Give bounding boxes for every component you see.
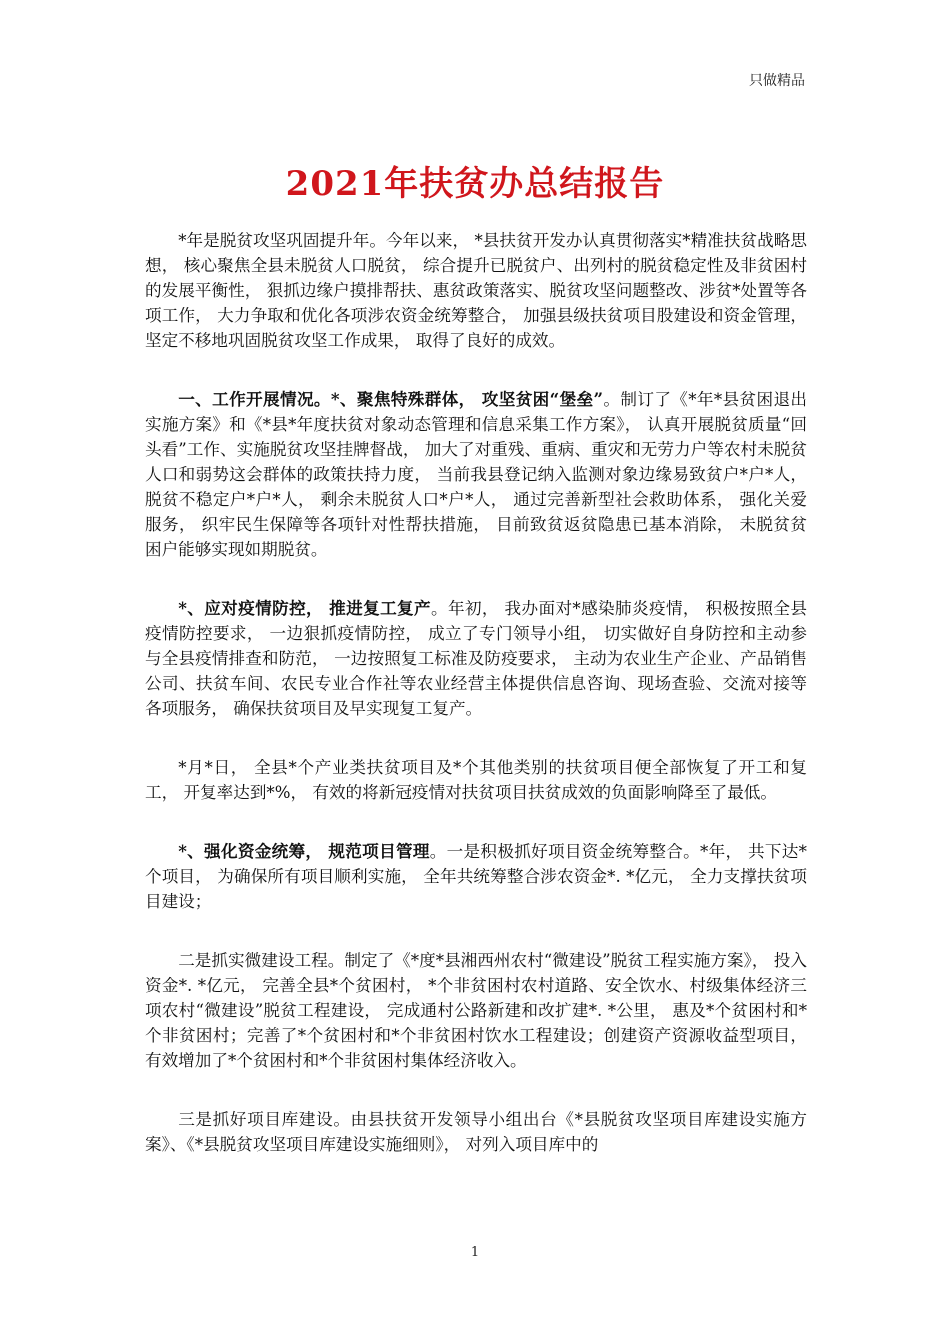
document-body	[145, 228, 807, 1191]
header-note: 只做精品	[749, 73, 805, 89]
section-heading: 一、工作开展情况。*、聚焦特殊群体， 攻坚贫困“堡垒”	[178, 389, 604, 409]
paragraph-text: 。制订了《*年*县贫困退出实施方案》和《*县*年度扶贫对象动态管理和信息采集工作方案》， 认真开展脱贫质量“回头看”工作、实施脱贫攻坚挂牌督战， 加大了对重残、重病、重灾和无劳力户等农村未脱贫人口和弱势这会群体的政策扶持力度， 当前我县登记纳入监测对象边缘易致贫户*户*人， 脱贫不稳定户*户*人， 剩余未脱贫人口*户*人， 通过完善新型社会救助体系， 强化关爱服务， 织牢民生保障等各项针对性帮扶措施， 目前致贫返贫隐患已基本消除， 未脱贫贫困户能够实现如期脱贫。	[145, 390, 807, 559]
paragraph-text: 。年初， 我办面对*感染肺炎疫情， 积极按照全县疫情防控要求， 一边狠抓疫情防控， 成立了专门领导小组， 切实做好自身防控和主动参与全县疫情排查和防范， 一边按照复工标准及防疫要求， 主动为农业生产企业、产品销售公司、扶贫车间、农民专业合作社等农业经营主体提供信息咨询、现场查验、交流对接等各项服务， 确保扶贫项目及早实现复工复产。	[145, 599, 807, 718]
paragraph-section-2	[145, 596, 807, 721]
paragraph-project-library	[145, 1107, 807, 1157]
paragraph-intro	[145, 228, 807, 353]
paragraph-section-1	[145, 387, 807, 562]
paragraph-text: *月*日， 全县*个产业类扶贫项目及*个其他类别的扶贫项目便全部恢复了开工和复工， 开复率达到*%， 有效的将新冠疫情对扶贫项目扶贫成效的负面影响降至了最低。	[145, 758, 807, 802]
document-title: 2021年扶贫办总结报告	[285, 164, 665, 204]
paragraph-micro-construction	[145, 948, 807, 1073]
paragraph-text: *年是脱贫攻坚巩固提升年。今年以来， *县扶贫开发办认真贯彻落实*精准扶贫战略思想， 核心聚焦全县未脱贫人口脱贫， 综合提升已脱贫户、出列村的脱贫稳定性及非贫困村的发展平衡性， 狠抓边缘户摸排帮扶、惠贫政策落实、脱贫攻坚问题整改、涉贫*处置等各项工作， 大力争取和优化各项涉农资金统筹整合， 加强县级扶贫项目股建设和资金管理， 坚定不移地巩固脱贫攻坚工作成果， 取得了良好的成效。	[145, 231, 807, 350]
paragraph-text: 三是抓好项目库建设。由县扶贫开发领导小组出台《*县脱贫攻坚项目库建设实施方案》、《*县脱贫攻坚项目库建设实施细则》， 对列入项目库中的	[145, 1110, 807, 1154]
paragraph-section-3	[145, 839, 807, 914]
section-heading: *、强化资金统筹， 规范项目管理	[178, 841, 430, 861]
page-number: 1	[470, 1245, 480, 1260]
section-heading: *、应对疫情防控， 推进复工复产	[178, 598, 431, 618]
paragraph-text: 二是抓实微建设工程。制定了《*度*县湘西州农村“微建设”脱贫工程实施方案》， 投入资金*. *亿元， 完善全县*个贫困村， *个非贫困村农村道路、安全饮水、村级集体经济三项农村“微建设”脱贫工程建设， 完成通村公路新建和改扩建*. *公里， 惠及*个贫困村和*个非贫困村；完善了*个贫困村和*个非贫困村饮水工程建设；创建资产资源收益型项目， 有效增加了*个贫困村和*个非贫困村集体经济收入。	[145, 951, 807, 1070]
paragraph-text: 。一是积极抓好项目资金统筹整合。*年， 共下达*个项目， 为确保所有项目顺利实施， 全年共统筹整合涉农资金*. *亿元， 全力支撑扶贫项目建设；	[145, 842, 807, 911]
paragraph-resumption	[145, 755, 807, 805]
